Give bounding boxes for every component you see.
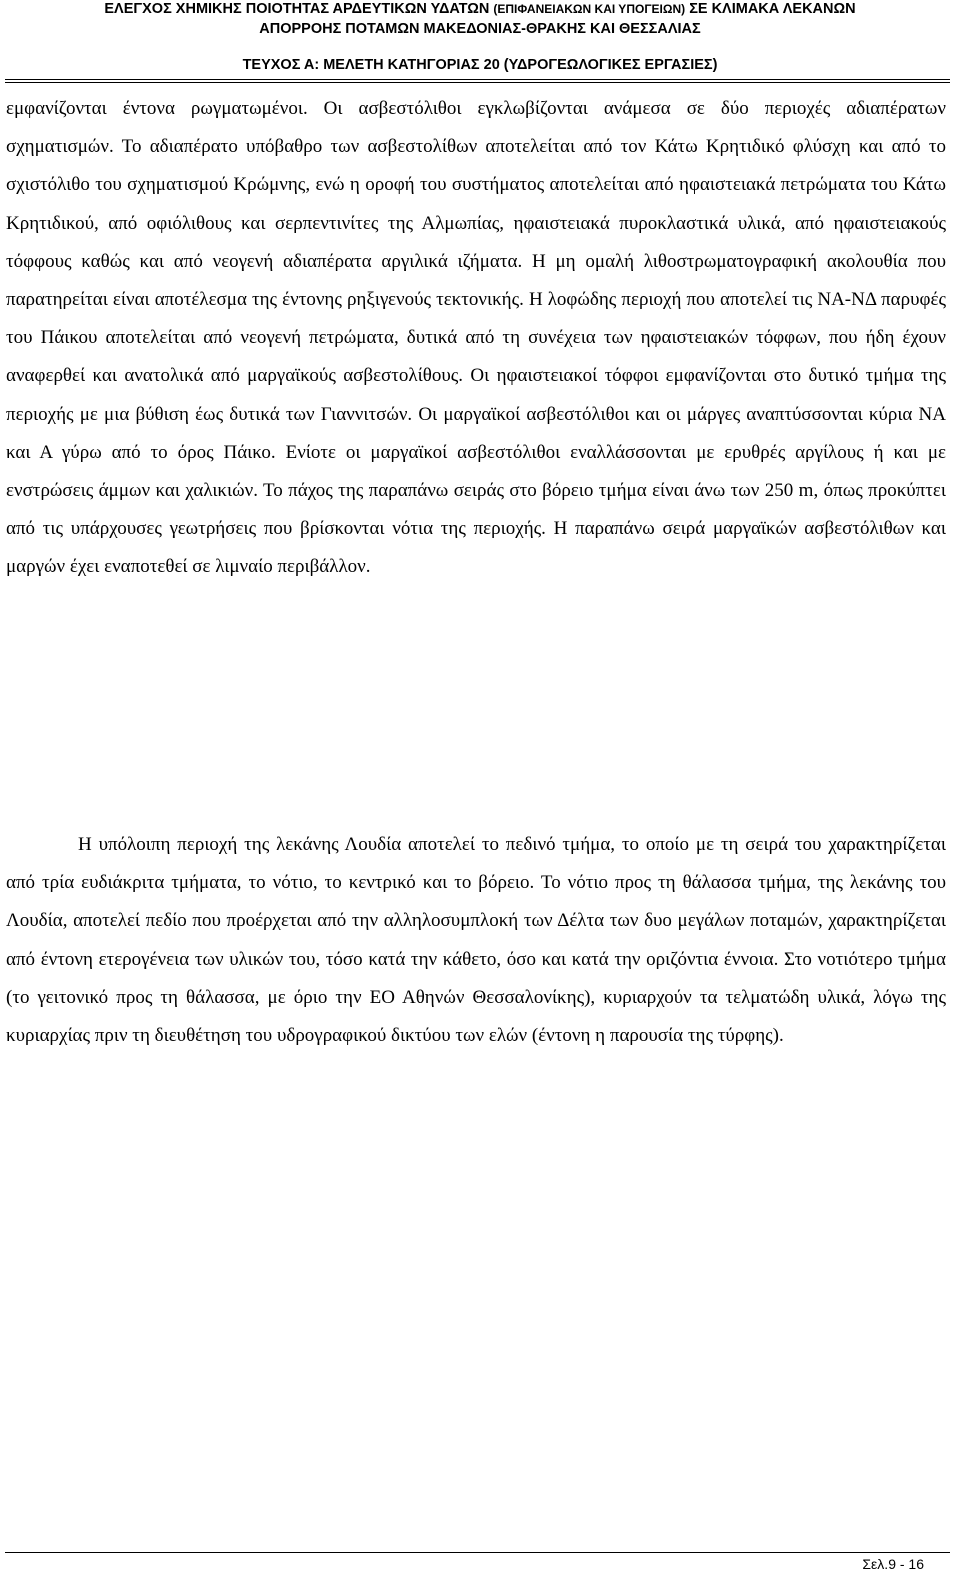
header-line-2: ΑΠΟΡΡΟΗΣ ΠΟΤΑΜΩΝ ΜΑΚΕΔΟΝΙΑΣ-ΘΡΑΚΗΣ ΚΑΙ ΘΕΣΣΑΛΙΑΣ [259,21,701,37]
paragraph-1: εμφανίζονται έντονα ρωγματωμένοι. Οι ασβεστόλιθοι εγκλωβίζονται ανάμεσα σε δύο περιοχές αδιαπέρατων σχηματισμών. Το αδιαπέρατο υπόβαθρο των ασβεστολίθων αποτελείται από τον Κάτω Κρητιδικό φλύσχη και από το σχιστόλιθο του σχηματισμού Κρώμνης, ενώ η οροφή του συστήματος αποτελείται από ηφαιστειακά πετρώματα του Κάτω Κρητιδικού, από οφιόλιθους και σερπεντινίτες της Αλμωπίας, ηφαιστειακά πυροκλαστικά υλικά, από ηφαιστειακούς τόφφους καθώς και από νεογενή αδιαπέρατα αργιλικά ιζήματα. Η μη ομαλή λιθοστρωματογραφική ακολουθία που παρατηρείται είναι αποτέλεσμα της έντονης ρηξιγενούς τεκτονικής. Η λοφώδης περιοχή που αποτελεί τις ΝΑ-ΝΔ παρυφές του Πάικου αποτελείται από νεογενή πετρώματα, δυτικά από τη συνέχεια των ηφαιστειακών τόφφων, που ήδη έχουν αναφερθεί και ανατολικά από μαργαϊκούς ασβεστολίθους. Οι ηφαιστειακοί τόφφοι εμφανίζονται στο δυτικό τμήμα της περιοχής με μια βύθιση έως δυτικά των Γιαννιτσών. Οι μαργαϊκοί ασβεστόλιθοι και οι μάργες αναπτύσσονται κύρια ΝΑ και Α γύρω από το όρος Πάικο. Ενίοτε οι μαργαϊκοί ασβεστόλιθοι εναλλάσσονται με ερυθρές αργίλους ή και με ενστρώσεις άμμων και χαλικιών. Το πάχος της παραπάνω σειράς στο βόρειο τμήμα είναι άνω των 250 m, όπως προκύπτει από τις υπάρχουσες γεωτρήσεις που βρίσκονται νότια της περιοχής. Η παραπάνω σειρά μαργαϊκών ασβεστόλιθων και μαργών έχει εναποτεθεί σε λιμναίο περιβάλλον. [6,98,946,578]
header-rule-upper [5,79,950,80]
header-line-1 [0,0,960,19]
page-number: Σελ.9 - 16 [862,1556,924,1572]
header-line-1-main: ΕΛΕΓΧΟΣ ΧΗΜΙΚΗΣ ΠΟΙΟΤΗΤΑΣ ΑΡΔΕΥΤΙΚΩΝ ΥΔΑΤΩΝ [104,1,490,17]
footer-rule [5,1552,950,1553]
header-rule-lower [5,82,950,83]
paragraph-2: Η υπόλοιπη περιοχή της λεκάνης Λουδία αποτελεί το πεδινό τμήμα, το οποίο με τη σειρά του χαρακτηρίζεται από τρία ευδιάκριτα τμήματα, το νότιο, το κεντρικό και το βόρειο. Το νότιο προς τη θάλασσα τμήμα, της λεκάνης του Λουδία, αποτελεί πεδίο που προέρχεται από την αλληλοσυμπλοκή των Δέλτα των δυο μεγάλων ποταμών, χαρακτηρίζεται από έντονη ετερογένεια των υλικών του, τόσο κατά την κάθετο, όσο και κατά την οριζόντια έννοια. Στο νοτιότερο τμήμα (το γειτονικό προς τη θάλασσα, με όριο την ΕΟ Αθηνών Θεσσαλονίκης), κυριαρχούν τα τελματώδη υλικά, λόγω της κυριαρχίας πριν τη διευθέτηση του υδρογραφικού δικτύου των ελών (έντονη η παρουσία της τύρφης). [6,834,946,1047]
page-header [0,0,960,78]
header-line-1-end: ΣΕ ΚΛΙΜΑΚΑ ΛΕΚΑΝΩΝ [689,1,856,17]
header-line-1-small: (ΕΠΙΦΑΝΕΙΑΚΩΝ ΚΑΙ ΥΠΟΓΕΙΩΝ) [493,2,686,16]
header-line-3: ΤΕΥΧΟΣ Α: ΜΕΛΕΤΗ ΚΑΤΗΓΟΡΙΑΣ 20 (ΥΔΡΟΓΕΩΛΟΓΙΚΕΣ ΕΡΓΑΣΙΕΣ) [242,57,718,73]
